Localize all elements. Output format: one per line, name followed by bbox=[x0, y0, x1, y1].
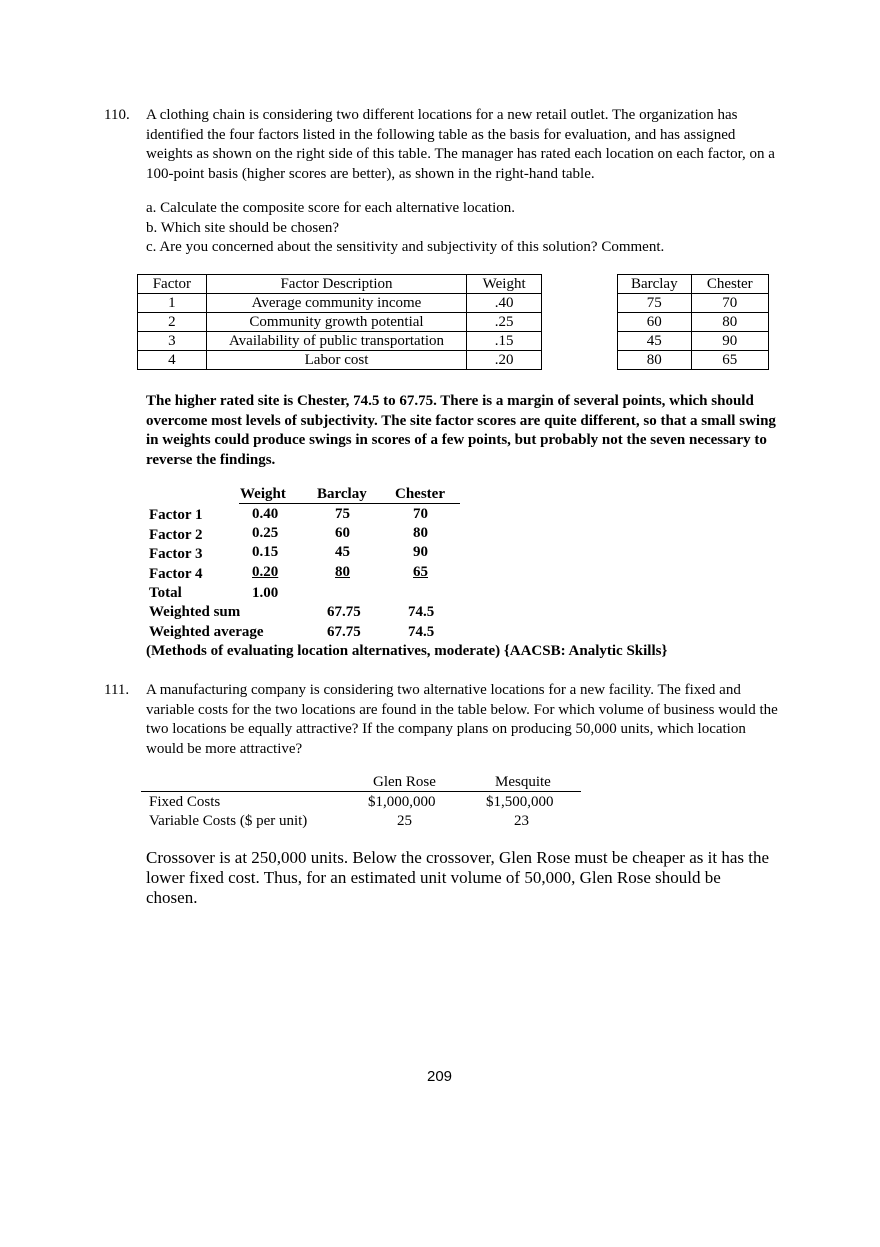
chester-value: 74.5 bbox=[408, 624, 435, 640]
column-header: Weight bbox=[240, 486, 286, 502]
row-label: Weighted average bbox=[149, 624, 264, 640]
page-number: 209 bbox=[427, 1068, 453, 1085]
table-cell: .15 bbox=[467, 332, 542, 351]
mesquite-value: 23 bbox=[514, 813, 529, 829]
question-110-part-b: b. Which site should be chosen? bbox=[146, 219, 340, 236]
table-row bbox=[138, 332, 542, 351]
row-label: Factor 4 bbox=[149, 566, 203, 582]
question-110-part-a: a. Calculate the composite score for each alternative location. bbox=[146, 200, 516, 216]
question-111-number: 111. bbox=[104, 682, 130, 698]
weight-value: 0.40 bbox=[252, 506, 279, 522]
question-110-number: 110. bbox=[104, 107, 130, 123]
answer-111 bbox=[146, 848, 776, 908]
table-row bbox=[618, 332, 769, 351]
question-111-prompt: A manufacturing company is considering two alternative locations for a new facility. The fixed and variable costs for the two locations are found in the table below. For which volume of business would the two locations be equally attractive? If the company plans on producing 50,000 units, which location would be more attractive? bbox=[146, 682, 778, 757]
row-label: Variable Costs ($ per unit) bbox=[149, 813, 308, 829]
question-111-text bbox=[146, 681, 782, 759]
weight-value: 0.20 bbox=[252, 564, 279, 580]
answer-111-text: Crossover is at 250,000 units. Below the crossover, Glen Rose must be cheaper as it has the lower fixed cost. Thus, for an estimated unit volume of 50,000, Glen Rose should be chosen. bbox=[146, 848, 770, 907]
table-cell: .40 bbox=[467, 294, 542, 313]
weight-value: 0.25 bbox=[252, 525, 279, 541]
barclay-value: 45 bbox=[335, 544, 350, 560]
score-table-header bbox=[618, 275, 769, 294]
table-cell: 3 bbox=[138, 332, 207, 351]
chester-value: 90 bbox=[413, 544, 428, 560]
table-row bbox=[618, 294, 769, 313]
factor-table bbox=[137, 274, 542, 370]
table-row bbox=[138, 313, 542, 332]
table-cell: 90 bbox=[691, 332, 768, 351]
question-110-text bbox=[146, 106, 782, 184]
table-cell: 1 bbox=[138, 294, 207, 313]
column-header: Barclay bbox=[618, 275, 692, 294]
factor-table-header bbox=[138, 275, 542, 294]
column-header: Barclay bbox=[317, 486, 367, 502]
question-110-part-c: c. Are you concerned about the sensitivity and subjectivity of this solution? Comment. bbox=[146, 239, 665, 255]
row-label: Total bbox=[149, 585, 182, 601]
table-cell: 70 bbox=[691, 294, 768, 313]
table-cell: 4 bbox=[138, 351, 207, 370]
barclay-value: 60 bbox=[335, 525, 350, 541]
table-cell: .20 bbox=[467, 351, 542, 370]
row-label: Factor 3 bbox=[149, 546, 203, 562]
table-cell: .25 bbox=[467, 313, 542, 332]
header-rule bbox=[141, 791, 581, 792]
barclay-value: 67.75 bbox=[327, 624, 361, 640]
barclay-value: 75 bbox=[335, 506, 350, 522]
table-cell: 80 bbox=[618, 351, 692, 370]
table-cell: Community growth potential bbox=[206, 313, 467, 332]
chester-value: 80 bbox=[413, 525, 428, 541]
score-table bbox=[617, 274, 769, 370]
table-cell: Availability of public transportation bbox=[206, 332, 467, 351]
table-cell: 75 bbox=[618, 294, 692, 313]
chester-value: 65 bbox=[413, 564, 428, 580]
question-110-prompt: A clothing chain is considering two different locations for a new retail outlet. The organization has identified the four factors listed in the following table as the basis for evaluation, and has assigned weights as shown on the right side of this table. The manager has rated each location on each factor, on a 100-point basis (higher scores are better), as shown in the right-hand table. bbox=[146, 107, 775, 182]
column-header: Weight bbox=[467, 275, 542, 294]
barclay-value: 80 bbox=[335, 564, 350, 580]
chester-value: 70 bbox=[413, 506, 428, 522]
table-row bbox=[618, 313, 769, 332]
weight-value: 0.15 bbox=[252, 544, 279, 560]
answer-110 bbox=[146, 392, 786, 470]
column-header: Glen Rose bbox=[373, 774, 436, 790]
table-row bbox=[618, 351, 769, 370]
table-cell: 80 bbox=[691, 313, 768, 332]
glen-rose-value: 25 bbox=[397, 813, 412, 829]
answer-110-text: The higher rated site is Chester, 74.5 to 67.75. There is a margin of several points, which should overcome most levels of subjectivity. The site factor scores are quite different, so that a small swing in weights could produce swings in scores of a few points, but probably not the seven necessary to reverse the findings. bbox=[146, 393, 776, 468]
row-label: Weighted sum bbox=[149, 604, 241, 620]
column-header: Factor Description bbox=[206, 275, 467, 294]
table-cell: 65 bbox=[691, 351, 768, 370]
question-110-parts bbox=[146, 199, 786, 258]
chester-value: 74.5 bbox=[408, 604, 435, 620]
table-cell: 60 bbox=[618, 313, 692, 332]
table-cell: 2 bbox=[138, 313, 207, 332]
glen-rose-value: $1,000,000 bbox=[368, 794, 436, 810]
row-label: Fixed Costs bbox=[149, 794, 221, 810]
source-note: (Methods of evaluating location alternatives, moderate) {AACSB: Analytic Skills} bbox=[146, 643, 668, 659]
mesquite-value: $1,500,000 bbox=[486, 794, 554, 810]
column-header: Factor bbox=[138, 275, 207, 294]
header-rule bbox=[239, 503, 460, 504]
table-cell: Average community income bbox=[206, 294, 467, 313]
row-label: Factor 2 bbox=[149, 527, 203, 543]
table-cell: Labor cost bbox=[206, 351, 467, 370]
barclay-value: 67.75 bbox=[327, 604, 361, 620]
table-row bbox=[138, 351, 542, 370]
weight-value: 1.00 bbox=[252, 585, 279, 601]
row-label: Factor 1 bbox=[149, 507, 203, 523]
column-header: Chester bbox=[691, 275, 768, 294]
column-header: Mesquite bbox=[495, 774, 551, 790]
table-row bbox=[138, 294, 542, 313]
column-header: Chester bbox=[395, 486, 445, 502]
table-cell: 45 bbox=[618, 332, 692, 351]
